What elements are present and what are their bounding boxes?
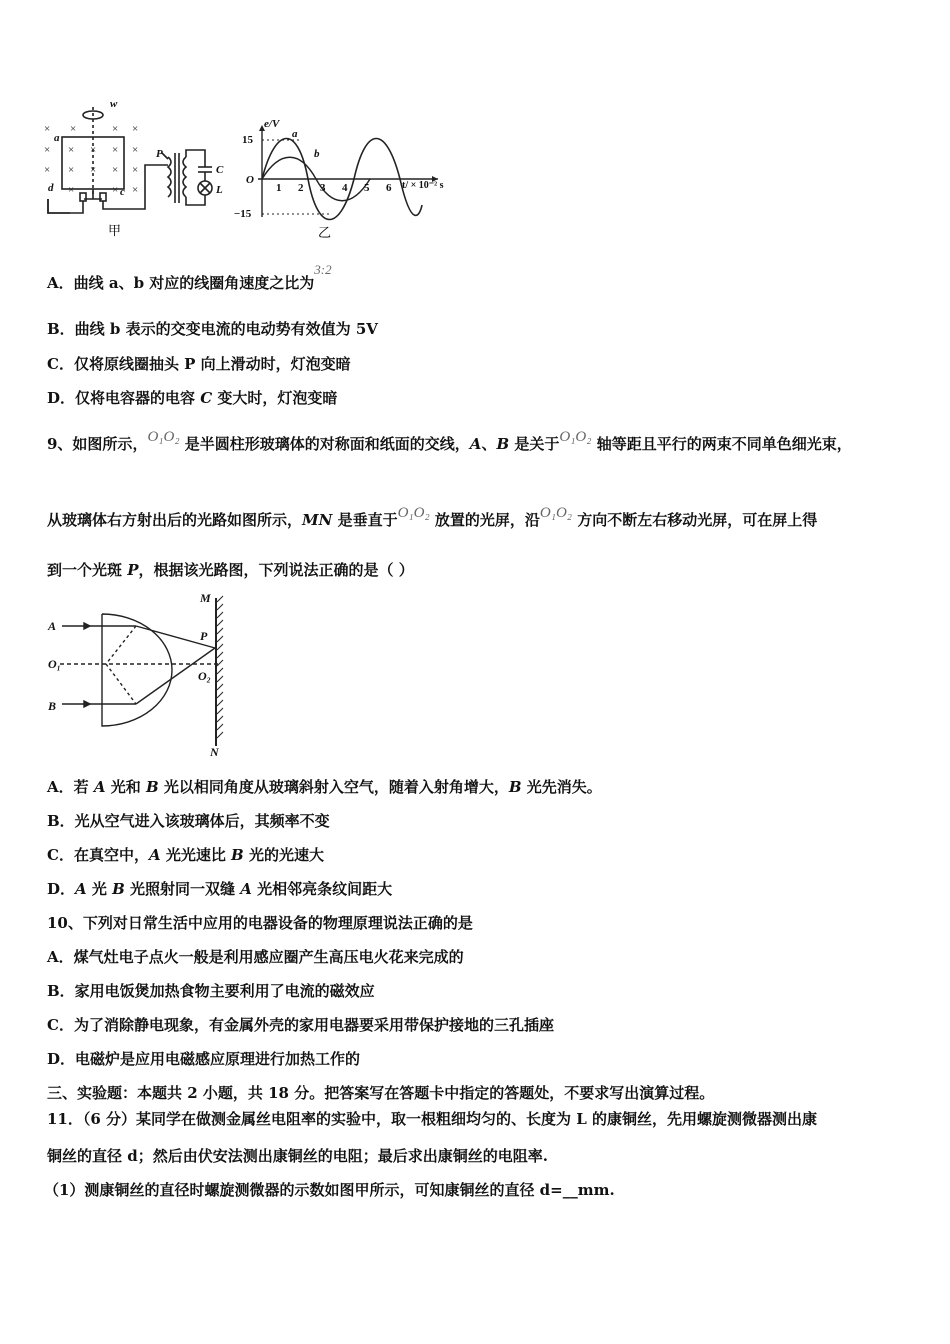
svg-text:×: × — [112, 123, 119, 135]
q8-option-c: C．仅将原线圈抽头 P 向上滑动时，灯泡变暗 — [47, 355, 351, 373]
svg-text:×: × — [44, 144, 51, 156]
label-C: C — [216, 164, 224, 176]
ratio-formula: 3:2 — [314, 262, 332, 277]
svg-text:×: × — [68, 164, 75, 176]
beam-a-label: A — [48, 619, 57, 633]
q10-option-c: C．为了消除静电现象，有金属外壳的家用电器要采用带保护接地的三孔插座 — [47, 1016, 554, 1034]
caption-left: 甲 — [108, 223, 122, 238]
q10-option-b: B．家用电饭煲加热食物主要利用了电流的磁效应 — [47, 982, 375, 1000]
x-unit: t/ × 10⁻² s — [402, 180, 444, 191]
svg-text:×: × — [112, 164, 119, 176]
svg-text:×: × — [70, 123, 77, 135]
q9-option-c: C．在真空中，A 光光速比 B 光的光速大 — [47, 846, 324, 864]
svg-text:×: × — [68, 184, 75, 196]
q8-option-b: B．曲线 b 表示的交变电流的电动势有效值为 5V — [47, 320, 378, 338]
q9-option-d: D．A 光 B 光照射同一双缝 A 光相邻亮条纹间距大 — [47, 880, 393, 898]
q11-line2: 铜丝的直径 d；然后由伏安法测出康铜丝的电阻；最后求出康铜丝的电阻率. — [47, 1147, 548, 1165]
x-tick-3: 3 — [320, 182, 326, 194]
svg-text:×: × — [132, 184, 139, 196]
svg-text:×: × — [90, 144, 97, 156]
q9-option-a: A．若 A 光和 B 光以相同角度从玻璃斜射入空气，随着入射角增大，B 光先消失。 — [47, 778, 602, 796]
svg-text:×: × — [44, 164, 51, 176]
transformer-primary — [168, 157, 171, 197]
curve-b-label: b — [314, 148, 320, 160]
x-tick-2: 2 — [298, 182, 304, 194]
caption-right: 乙 — [318, 225, 332, 240]
figure-2-light-path — [40, 590, 250, 760]
x-tick-4: 4 — [342, 182, 348, 194]
q10-stem: 10、下列对日常生活中应用的电器设备的物理原理说法正确的是 — [47, 914, 473, 932]
m-label: M — [200, 591, 211, 605]
svg-text:×: × — [90, 164, 97, 176]
q10-option-a: A．煤气灶电子点火一般是利用感应圈产生高压电火花来完成的 — [47, 948, 464, 966]
q10-option-d: D．电磁炉是应用电磁感应原理进行加热工作的 — [47, 1050, 361, 1068]
q9-option-b: B．光从空气进入该玻璃体后，其频率不变 — [47, 812, 330, 830]
figure-1 — [40, 95, 470, 245]
svg-text:×: × — [44, 123, 51, 135]
q11-line1: 11．（6 分）某同学在做测金属丝电阻率的实验中，取一根粗细均匀的、长度为 L 的康铜丝，先用螺旋测微器测出康 — [47, 1110, 818, 1128]
o2-label: O₂ — [198, 669, 211, 683]
label-c: c — [120, 186, 125, 198]
q8-option-d: D．仅将电容器的电容 C 变大时，灯泡变暗 — [47, 389, 338, 407]
label-P: P — [156, 148, 163, 160]
q9-stem-line1: 9、如图所示，O₁O₂ 是半圆柱形玻璃体的对称面和纸面的交线，A、B 是关于O₁O₂ 轴等距且平行的两束不同单色细光束， — [47, 429, 852, 453]
label-w: w — [110, 98, 118, 110]
svg-text:×: × — [132, 144, 139, 156]
q11-line3: （1）测康铜丝的直径时螺旋测微器的示数如图甲所示，可知康铜丝的直径 d=__mm. — [44, 1181, 615, 1199]
svg-text:×: × — [112, 184, 119, 196]
p-label: P — [200, 629, 208, 643]
y-top-tick: 15 — [242, 134, 253, 146]
y-label: e/V — [264, 118, 280, 130]
label-a: a — [54, 132, 60, 144]
q9-stem-line3: 到一个光斑 P，根据该光路图，下列说法正确的是（ ） — [47, 561, 414, 579]
svg-text:×: × — [132, 164, 139, 176]
y-bottom-tick: −15 — [234, 208, 252, 220]
svg-text:×: × — [112, 144, 119, 156]
q9-stem-line2: 从玻璃体右方射出后的光路如图所示，MN 是垂直于O₁O₂ 放置的光屏，沿O₁O₂ 方向不断左右移动光屏，可在屏上得 — [47, 505, 818, 529]
x-tick-1: 1 — [276, 182, 282, 194]
svg-text:×: × — [132, 123, 139, 135]
section-3-heading: 三、实验题：本题共 2 小题，共 18 分。把答案写在答题卡中指定的答题处，不要求写出演算过程。 — [47, 1084, 715, 1102]
q8-option-a: A．曲线 a、b 对应的线圈角速度之比为3:2 — [47, 262, 332, 292]
label-d: d — [48, 182, 54, 194]
x-tick-6: 6 — [386, 182, 392, 194]
emf-graph — [234, 118, 444, 240]
o1-label: O₁ — [48, 657, 61, 671]
n-label: N — [210, 745, 219, 759]
transformer-secondary — [183, 157, 186, 197]
x-tick-5: 5 — [364, 182, 370, 194]
svg-text:×: × — [68, 144, 75, 156]
semi-cylinder — [102, 614, 172, 726]
label-L: L — [216, 184, 223, 196]
beam-b-label: B — [48, 699, 57, 713]
origin-label: O — [246, 174, 254, 186]
curve-a-label: a — [292, 128, 298, 140]
